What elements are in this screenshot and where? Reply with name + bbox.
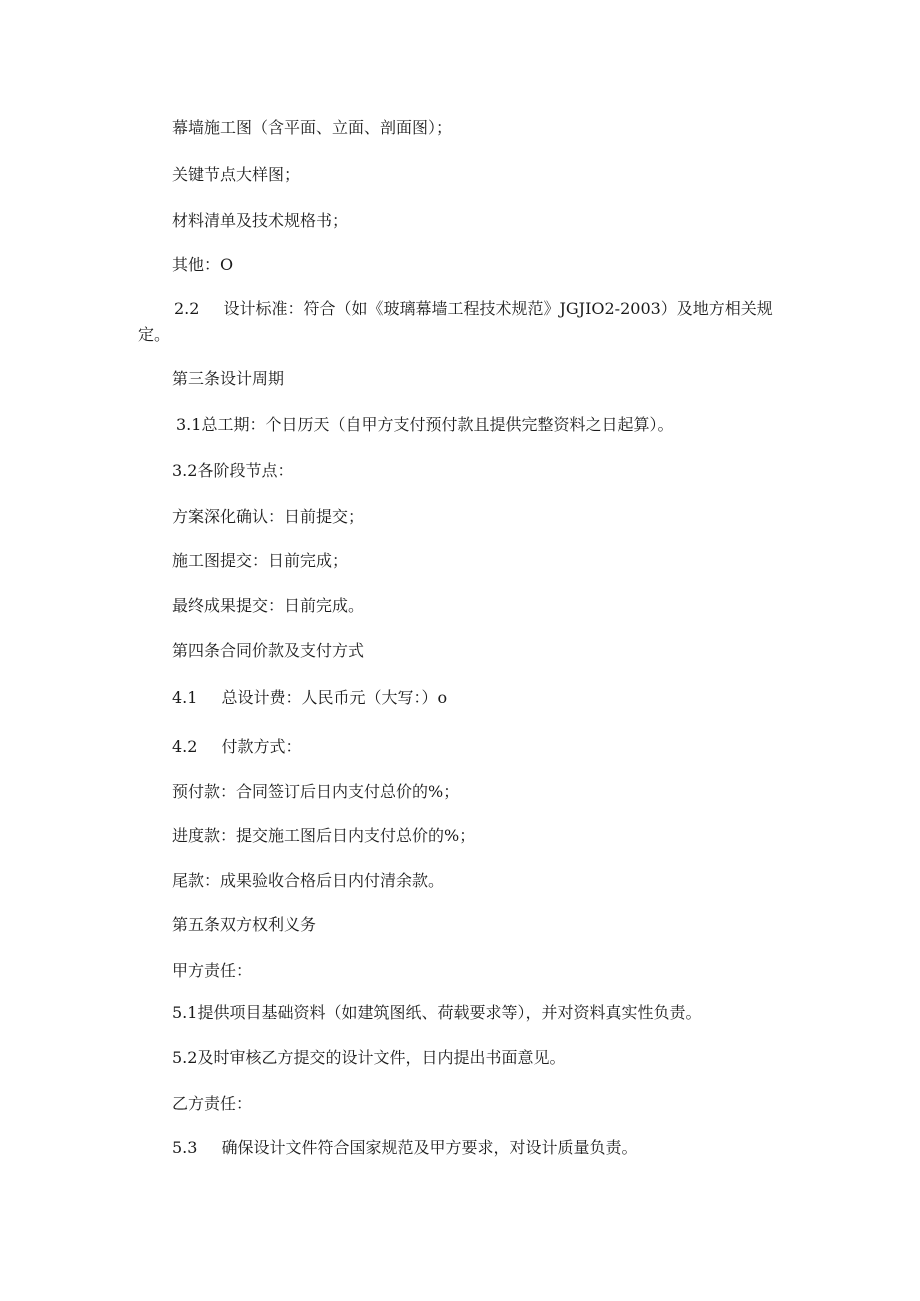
item-other: 其他：O: [172, 255, 234, 274]
clause-number: 2.2: [174, 299, 200, 318]
clause-number: 5.3: [172, 1138, 198, 1157]
party-b-title: 乙方责任：: [172, 1094, 253, 1113]
payment-progress: 进度款：提交施工图后日内支付总价的%；: [172, 826, 476, 845]
clause-text: 设计标准：符合（如《玻璃幕墙工程技术规范》JGJIO2-2003）及地方相关规定。: [138, 299, 773, 344]
item-key-node-details: 关键节点大样图；: [172, 165, 301, 184]
clause-number: 4.1: [172, 688, 198, 707]
article-3-title: 第三条设计周期: [172, 369, 285, 388]
clause-5-3: [172, 1138, 637, 1158]
clause-3-2: 3.2各阶段节点：: [172, 461, 294, 480]
clause-text: 确保设计文件符合国家规范及甲方要求，对设计质量负责。: [221, 1138, 638, 1157]
payment-final: 尾款：成果验收合格后日内付清余款。: [172, 871, 445, 890]
clause-5-1: 5.1提供项目基础资料（如建筑图纸、荷载要求等），并对资料真实性负责。: [172, 1003, 702, 1022]
clause-2-2: [138, 296, 798, 348]
item-material-list: 材料清单及技术规格书；: [172, 211, 349, 230]
milestone-scheme: 方案深化确认：日前提交；: [172, 507, 365, 526]
milestone-final: 最终成果提交：日前完成。: [172, 596, 365, 615]
article-5-title: 第五条双方权利义务: [172, 915, 317, 934]
clause-number: 4.2: [172, 737, 198, 756]
clause-3-1: 3.1总工期：个日历天（自甲方支付预付款且提供完整资料之日起算）。: [176, 415, 674, 434]
clause-4-2: [172, 737, 301, 757]
clause-text: 付款方式：: [221, 737, 302, 756]
payment-advance: 预付款：合同签订后日内支付总价的%；: [172, 782, 460, 801]
clause-text: 总设计费：人民币元（大写：）o: [221, 688, 448, 707]
article-4-title: 第四条合同价款及支付方式: [172, 641, 365, 660]
clause-4-1: [172, 688, 447, 708]
milestone-drawings: 施工图提交：日前完成；: [172, 551, 349, 570]
clause-5-2: 5.2及时审核乙方提交的设计文件，日内提出书面意见。: [172, 1048, 566, 1067]
party-a-title: 甲方责任：: [172, 961, 253, 980]
item-construction-drawings: 幕墙施工图（含平面、立面、剖面图）；: [172, 118, 453, 137]
